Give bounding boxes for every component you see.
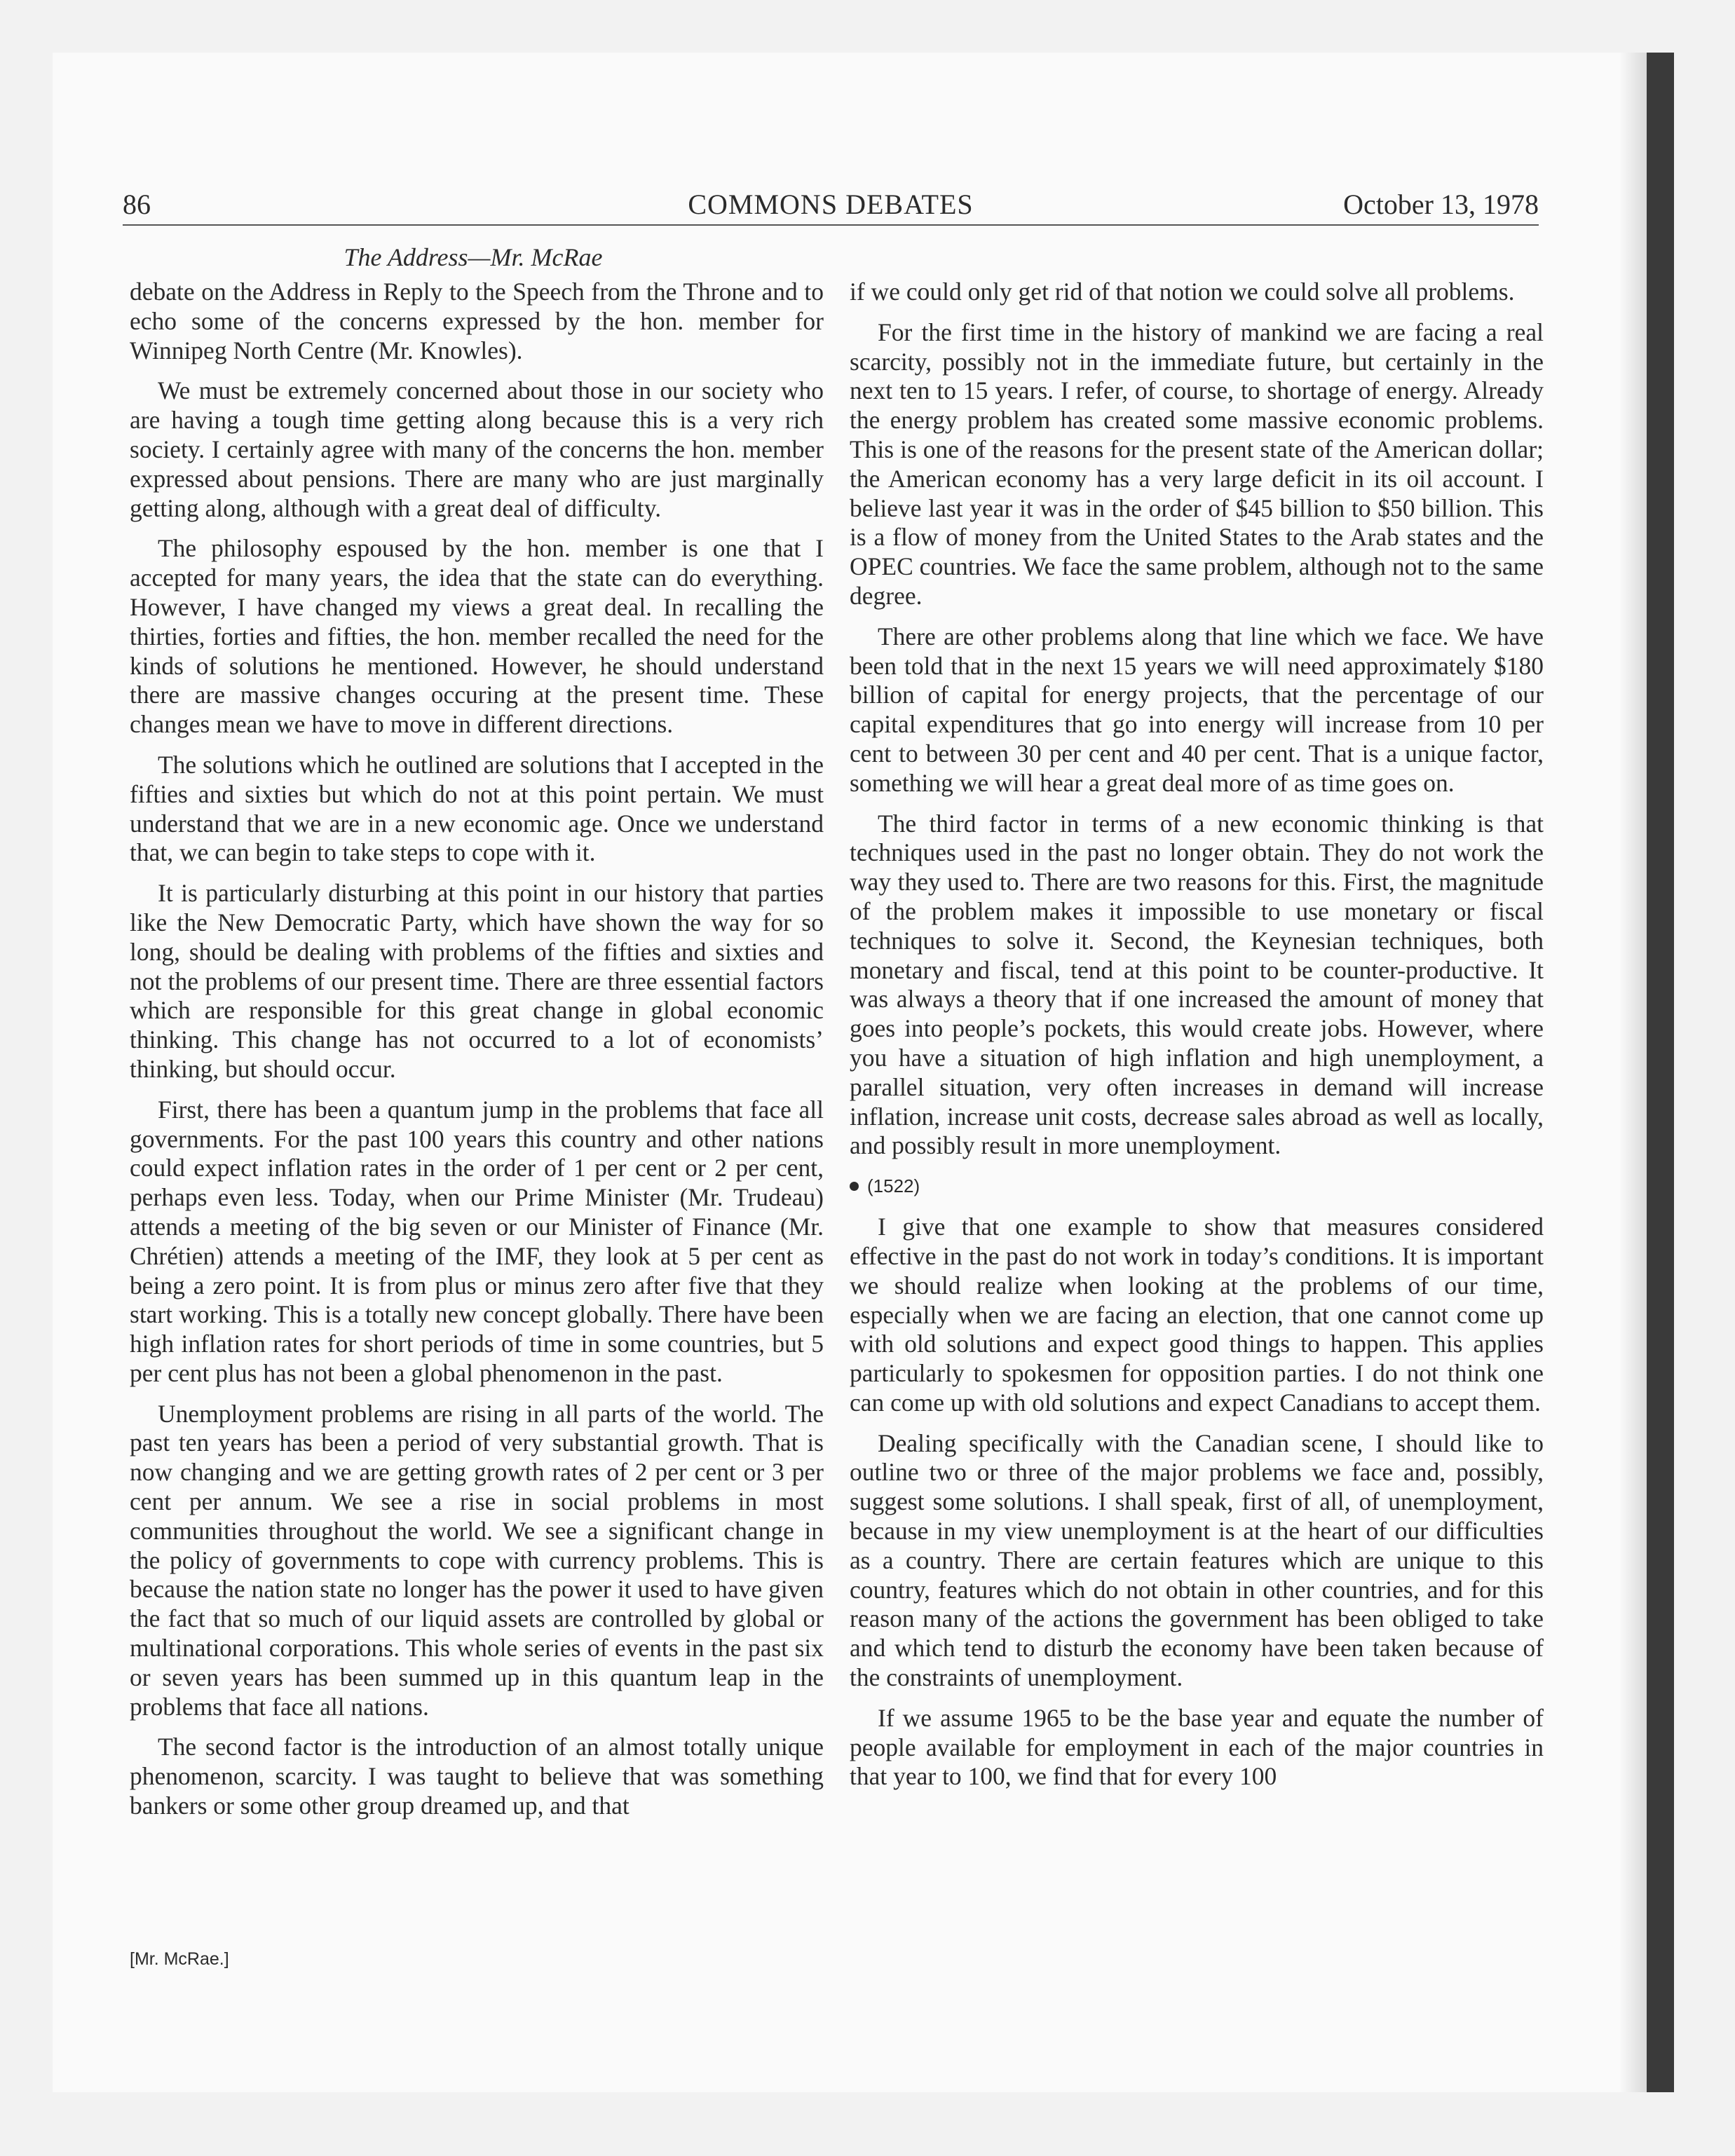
paragraph: The second factor is the introduction of an almost totally unique phenomenon, scarcity. I was taught to believe that was something bankers or some other group dreamed up, and that	[130, 1733, 824, 1820]
speaker-note: [Mr. McRae.]	[130, 1949, 229, 1969]
time-marker-label: (1522)	[867, 1175, 920, 1197]
journal-title: COMMONS DEBATES	[688, 189, 974, 220]
scan-border-bar	[1647, 53, 1674, 2092]
header-rule	[123, 224, 1539, 226]
paragraph: debate on the Address in Reply to the Speech from the Throne and to echo some of the concerns expressed by the hon. member for Winnipeg North Centre (Mr. Knowles).	[130, 278, 824, 364]
page-edge-shadow	[1619, 53, 1647, 2092]
time-marker	[850, 1172, 1544, 1200]
header-date: October 13, 1978	[1343, 189, 1539, 220]
page-header	[123, 186, 1539, 226]
paragraph: It is particularly disturbing at this point in our history that parties like the New Democratic Party, which have shown the way for so long, should be dealing with problems of the fifties and sixties and not the problems of our present time. There are three essential factors which are responsible for this great change in global economic thinking. This change has not occurred to a lot of economists’ thinking, but should occur.	[130, 879, 824, 1083]
right-column	[850, 278, 1544, 1803]
paragraph: Dealing specifically with the Canadian scene, I should like to outline two or three of the major problems we face and, possibly, suggest some solutions. I shall speak, first of all, of unemployment, because in my view unemployment is at the heart of our difficulties as a country. There are certain features which are unique to this country, features which do not obtain in other countries, and for this reason many of the actions the government has been obliged to take and which tend to disturb the economy have been taken because of the constraints of unemployment.	[850, 1428, 1544, 1692]
paragraph: If we assume 1965 to be the base year and equate the number of people available for employment in each of the major countries in that year to 100, we find that for every 100	[850, 1703, 1544, 1791]
paragraph: We must be extremely concerned about those in our society who are having a tough time getting along because this is a very rich society. I certainly agree with many of the concerns the hon. member expressed about pensions. There are many who are just marginally getting along, although with a great deal of difficulty.	[130, 376, 824, 522]
running-head: The Address—Mr. McRae	[343, 243, 603, 271]
paragraph: First, there has been a quantum jump in the problems that face all governments. For the past 100 years this country and other nations could expect inflation rates in the order of 1 per cent or 2 per cent, perhaps even less. Today, when our Prime Minister (Mr. Trudeau) attends a meeting of the big seven or our Minister of Finance (Mr. Chrétien) attends a meeting of the IMF, they look at 5 per cent as being a zero point. It is from plus or minus zero after five that they start working. This is a totally new concept globally. There have been high inflation rates for short periods of time in some countries, but 5 per cent plus has not been a global phenomenon in the past.	[130, 1095, 824, 1387]
left-column	[130, 278, 824, 1832]
paragraph: if we could only get rid of that notion we could solve all problems.	[850, 278, 1515, 306]
paragraph: The philosophy espoused by the hon. member is one that I accepted for many years, the idea that the state can do everything. However, I have changed my views a great deal. In recalling the thirties, forties and fifties, the hon. member recalled the need for the kinds of solutions he mentioned. However, he should understand there are massive changes occuring at the present time. These changes mean we have to move in different directions.	[130, 534, 824, 739]
paragraph: I give that one example to show that measures considered effective in the past do not work in today’s conditions. It is important we should realize when looking at the problems of our time, especially when we are facing an election, that one cannot come up with old solutions and expect good things to happen. This applies particularly to spokesmen for opposition parties. I do not think one can come up with old solutions and expect Canadians to accept them.	[850, 1213, 1544, 1417]
paragraph: Unemployment problems are rising in all parts of the world. The past ten years has been a period of very substantial growth. That is now changing and we are getting growth rates of 2 per cent or 3 per cent per annum. We see a rise in social problems in most communities throughout the world. We see a significant change in the policy of governments to cope with currency problems. This is because the nation state no longer has the power it used to have given the fact that so much of our liquid assets are controlled by global or multinational corporations. This whole series of events in the past six or seven years has been summed up in this quantum leap in the problems that face all nations.	[130, 1399, 824, 1721]
bullet-icon	[850, 1182, 859, 1191]
paragraph: For the first time in the history of mankind we are facing a real scarcity, possibly not in the immediate future, but certainly in the next ten to 15 years. I refer, of course, to shortage of energy. Already the energy problem has created some massive economic problems. This is one of the reasons for the present state of the American dollar; the American economy has a very large deficit in its oil account. I believe last year it was in the order of $45 billion to $50 billion. This is a flow of money from the United States to the Arab states and the OPEC countries. We face the same problem, although not to the same degree.	[850, 318, 1544, 610]
paragraph: The solutions which he outlined are solutions that I accepted in the fifties and sixties but which do not at this point pertain. We must understand that we are in a new economic age. Once we understand that, we can begin to take steps to cope with it.	[130, 750, 824, 867]
paragraph: The third factor in terms of a new economic thinking is that techniques used in the past no longer obtain. They do not work the way they used to. There are two reasons for this. First, the magnitude of the problem makes it impossible to use monetary or fiscal techniques to solve it. Second, the Keynesian techniques, both monetary and fiscal, tend at this point to be counter-productive. It was always a theory that if one increased the amount of money that goes into people’s pockets, this would create jobs. However, where you have a situation of high inflation and high unemployment, a parallel situation, very often increases in demand will increase inflation, increase unit costs, decrease sales abroad as well as locally, and possibly result in more unemployment.	[850, 809, 1544, 1160]
page-number: 86	[123, 189, 151, 220]
paragraph: There are other problems along that line which we face. We have been told that in the next 15 years we will need approximately $180 billion of capital for energy projects, that the percentage of our capital expenditures that go into energy will increase from 10 per cent to between 30 per cent and 40 per cent. That is a unique factor, something we will hear a great deal more of as time goes on.	[850, 622, 1544, 797]
